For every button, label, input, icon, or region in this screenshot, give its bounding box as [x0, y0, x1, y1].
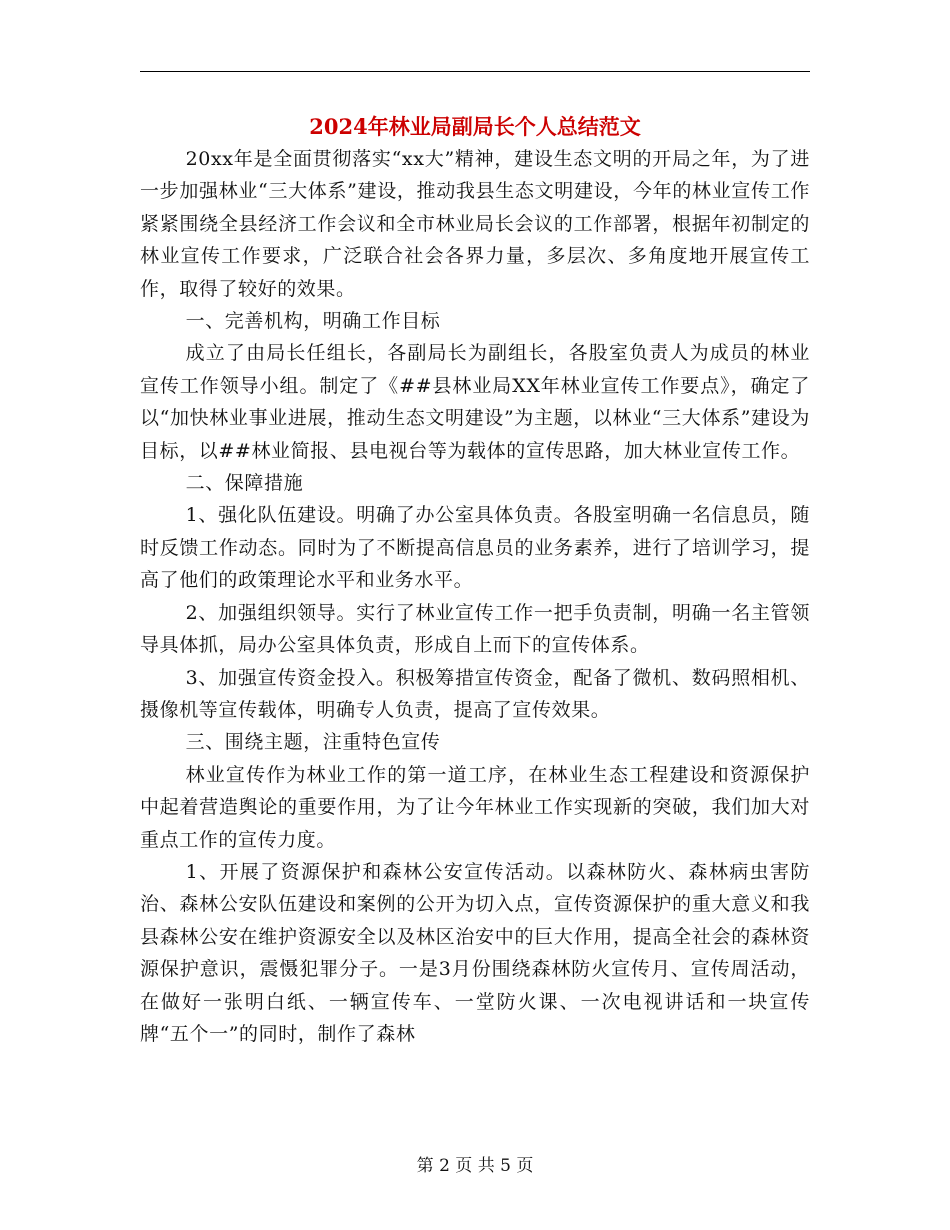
paragraph-funding: 3、加强宣传资金投入。积极筹措宣传资金，配备了微机、数码照相机、摄像机等宣传载体，明确专人负责，提高了宣传效果。 — [140, 666, 810, 721]
paragraph-theme: 林业宣传作为林业工作的第一道工序，在林业生态工程建设和资源保护中起着营造舆论的重要作用，为了让今年林业工作实现新的突破，我们加大对重点工作的宣传力度。 — [140, 763, 810, 851]
paragraph-leadership: 2、加强组织领导。实行了林业宣传工作一把手负责制，明确一名主管领导具体抓，局办公室具体负责，形成自上而下的宣传体系。 — [140, 601, 810, 657]
page-number-footer: 第 2 页 共 5 页 — [416, 1156, 534, 1176]
header-divider — [140, 71, 810, 72]
document-body — [140, 143, 810, 1050]
section-heading-3: 三、围绕主题，注重特色宣传 — [185, 731, 441, 754]
paragraph-team-building: 1、强化队伍建设。明确了办公室具体负责。各股室明确一名信息员，随时反馈工作动态。同时为了不断提高信息员的业务素养，进行了培训学习，提高了他们的政策理论水平和业务水平。 — [140, 504, 810, 592]
section-heading-2: 二、保障措施 — [185, 472, 304, 495]
paragraph-intro: 20xx年是全面贯彻落实“xx大”精神，建设生态文明的开局之年，为了进一步加强林业“三大体系”建设，推动我县生态文明建设，今年的林业宣传工作紧紧围绕全县经济工作会议和全市林业局长会议的工作部署，根据年初制定的林业宣传工作要求，广泛联合社会各界力量，多层次、多角度地开展宣传工作，取得了较好的效果。 — [140, 148, 810, 300]
section-heading-1: 一、完善机构，明确工作目标 — [185, 310, 441, 333]
paragraph-organization: 成立了由局长任组长，各副局长为副组长，各股室负责人为成员的林业宣传工作领导小组。制定了《##县林业局XX年林业宣传工作要点》，确定了以“加快林业事业进展，推动生态文明建设”为主题，以林业“三大体系”建设为目标，以##林业简报、县电视台等为载体的宣传思路，加大林业宣传工作。 — [140, 342, 810, 462]
document-title: 2024年林业局副局长个人总结范文 — [309, 114, 641, 139]
paragraph-resource-protection: 1、开展了资源保护和森林公安宣传活动。以森林防火、森林病虫害防治、森林公安队伍建设和案例的公开为切入点，宣传资源保护的重大意义和我县森林公安在维护资源安全以及林区治安中的巨大作用，提高全社会的森林资源保护意识，震慑犯罪分子。一是3月份围绕森林防火宣传月、宣传周活动，在做好一张明白纸、一辆宣传车、一堂防火课、一次电视讲话和一块宣传牌“五个一”的同时，制作了森林 — [140, 860, 810, 1045]
